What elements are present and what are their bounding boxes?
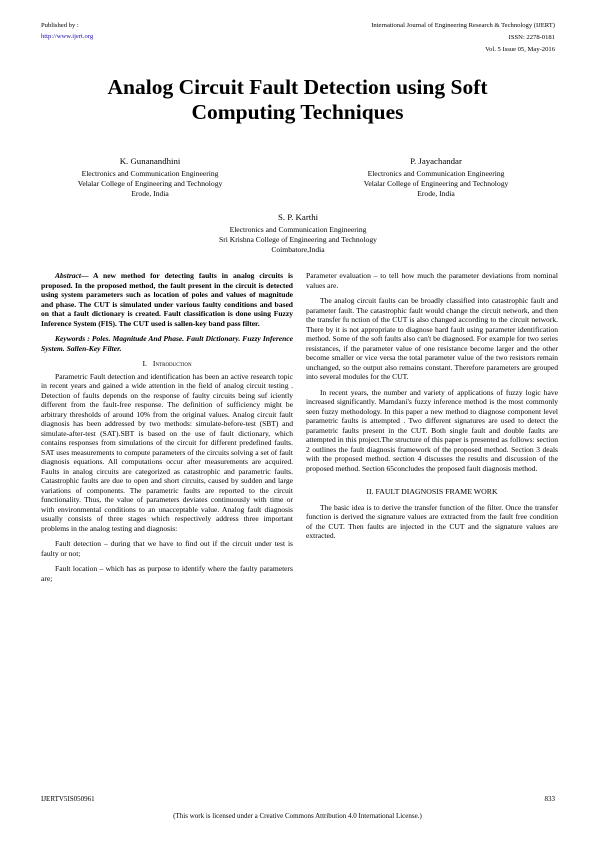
section-title: Introduction (152, 359, 192, 368)
journal-url-link[interactable]: http://www.ijert.org (41, 33, 94, 40)
author-college: Velalar College of Engineering and Technology (77, 179, 223, 188)
section-number: I. (142, 359, 147, 368)
author-name: S. P. Karthi (277, 212, 319, 222)
author-name: P. Jayachandar (410, 156, 462, 166)
abstract-label: Abstract— (55, 271, 89, 280)
keywords (41, 334, 293, 353)
author-dept: Electronics and Communication Engineering (81, 169, 219, 178)
intro-paragraph: Fault location – which has as purpose to identify where the faulty parameters are; (41, 564, 293, 583)
intro-paragraph: Parametric Fault detection and identification has been an active research topic in recent years and gained a wide attention in the field of analog circuit testing . Detection of faults depends on the response of faulty circuits being suf iciently different from the fault-free response. The definition of sufficiency might be arbitrary thresholds of around 10% from the original values. Analog circuit fault diagnosis has been addressed by two methods: simulate-before-test (SBT) and simulate-after-test (SAT).SBT is based on the use of fault dictionary, which contains responses from simulations of the circuit for different predefined faults. SAT uses measurements to compute parameters of the circuits solving a set of fault diagnosis equations. All computations occur after measurements are acquired. Faults in analog circuits are categorized as catastrophic and parametric faults. Catastrophic faults are due to open and short circuits, caused by sudden and large variations of components. The parametric faults are reported to the circuit functionality. Thus, the value of parameters deviates continuously with time or with environmental conditions to an unacceptable value. Analog fault diagnosis usually consists of three stages which respectively address three important problems in the analog testing and diagnosis: (41, 371, 293, 533)
body-paragraph: Parameter evaluation – to tell how much the parameter deviations from nominal values are. (306, 271, 558, 290)
author-1 (60, 156, 240, 199)
author-name: K. Gunanandhini (119, 156, 181, 166)
journal-name: International Journal of Engineering Research & Technology (IJERT) (371, 22, 555, 29)
author-place: Erode, India (131, 189, 169, 198)
abstract (41, 271, 293, 328)
author-3 (178, 212, 418, 255)
page-number: 833 (544, 795, 555, 803)
right-column (306, 271, 558, 547)
author-dept: Electronics and Communication Engineering (229, 225, 367, 234)
publisher-label: Published by : (41, 22, 79, 29)
left-column (41, 271, 293, 589)
author-dept: Electronics and Communication Engineering (367, 169, 505, 178)
body-paragraph: In recent years, the number and variety of applications of fuzzy logic have increased significantly. Mamdani's fuzzy inference method is the most commonly seen fuzzy methodology. In this paper a new method to diagnose component level parametric faults is attempted . Two different signatures are used to detect the parametric faults present in the CUT. Both single fault and double faults are attempted in this project.The structure of this paper is presented as follows: section 2 outlines the fault diagnosis framework of the proposed method. Section 3 deals with the proposed method. section 4 discusses the results and discussion of the proposed method. Section 65concludes the proposed fault diagnosis method. (306, 387, 558, 473)
author-college: Velalar College of Engineering and Technology (363, 179, 509, 188)
issn: ISSN: 2278-0181 (508, 34, 555, 41)
title-line-1: Analog Circuit Fault Detection using Soft (107, 75, 488, 99)
author-college: Sri Krishna College of Engineering and Technology (219, 235, 377, 244)
body-paragraph: The basic idea is to derive the transfer function of the filter. Once the transfer function is derived the signature values are extracted from the fault free condition of the CUT. Then faults are injected in the CUT and the signature values are extracted. (306, 502, 558, 540)
title-line-2: Computing Techniques (191, 100, 404, 124)
volume-issue: Vol. 5 Issue 05, May-2016 (485, 46, 555, 53)
author-place: Coimbatore,India (271, 245, 325, 254)
keywords-text: : Poles. Magnitude And Phase. Fault Dictionary. Fuzzy Inference System. Sallen-Key Filter. (41, 334, 293, 353)
paper-title (40, 75, 555, 125)
section-heading-introduction (41, 359, 293, 369)
section-heading-framework: II. FAULT DIAGNOSIS FRAME WORK (366, 487, 498, 496)
paper-id: IJERTV5IS050961 (41, 795, 95, 803)
body-paragraph: The analog circuit faults can be broadly classified into catastrophic fault and parameter fault. The catastrophic fault would change the circuit network, and then the transfer fu nction of the CUT is also changed according to the circuit network. There by it is not appropriate to diagnose hard fault using parameter identification method. Some of the soft faults also can't be diagnosed. For example for two series resistances, if the parameter value of one resistance become larger and the other become smaller or vice versa the total parameter value of the two resistors remain unchanged, so the output also remains constant. Therefore parameters are grouped into several modules for the CUT. (306, 296, 558, 381)
author-2 (336, 156, 536, 199)
author-place: Erode, India (417, 189, 455, 198)
license-note: (This work is licensed under a Creative Commons Attribution 4.0 International License.) (173, 812, 422, 820)
intro-paragraph: Fault detection – during that we have to find out if the circuit under test is faulty or not; (41, 539, 293, 558)
keywords-label: Keywords (55, 334, 86, 343)
abstract-text: A new method for detecting faults in analog circuits is proposed. In the proposed method, the fault present in the circuit is detected using system parameters such as location of poles and values of magnitude and phase. The CUT is simulated under various faulty conditions and based on that a fault dictionary is created. Fault classification is done using Fuzzy Inference System (FIS). The CUT used is sallen-key band pass filter. (41, 271, 293, 328)
